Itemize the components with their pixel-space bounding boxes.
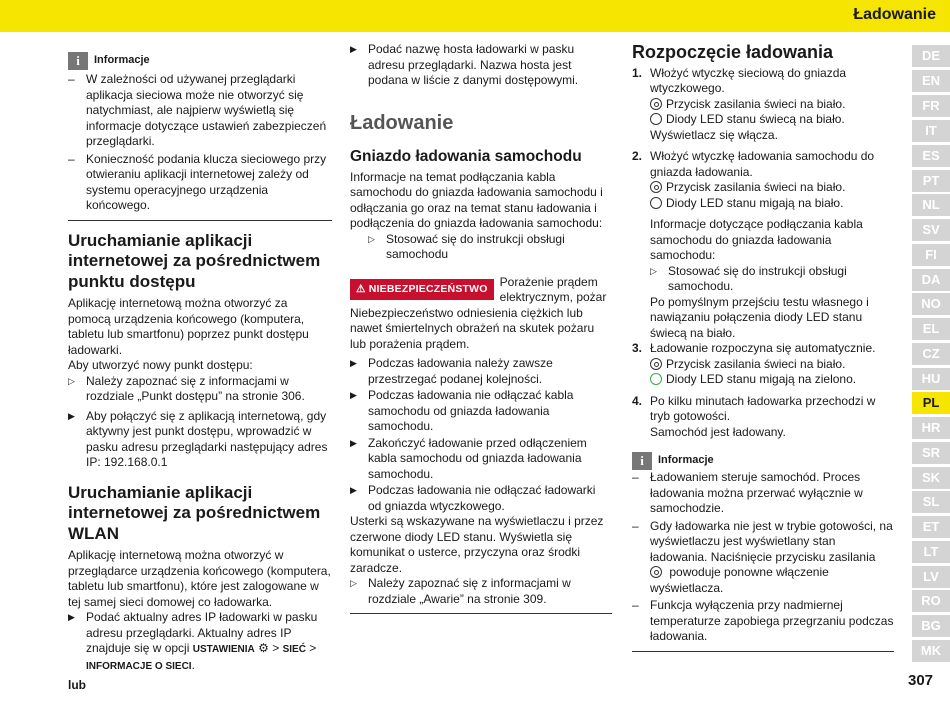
lang-tab[interactable]: DA <box>912 269 950 291</box>
step-item: ▶ Podać aktualny adres IP ładowarki w pasku adresu przeglądarki. Aktualny adres IP znajduje się w opcji USTAWIENIA ⚙ > SIEĆ > INFORMACJE O SIECI. <box>68 610 318 672</box>
step-item <box>350 42 612 89</box>
reference-text: Należy zapoznać się z informacjami w rozdziale „Awarie” na stronie 309. <box>368 576 571 606</box>
result-text: Diody LED stanu migają na zielono. <box>666 372 857 386</box>
danger-label: NIEBEZPIECZEŃSTWO <box>368 282 488 295</box>
step-item <box>68 409 332 471</box>
lang-tab[interactable]: SL <box>912 491 950 513</box>
step-1 <box>632 66 894 144</box>
arrow-icon: ▶ <box>350 44 357 54</box>
power-icon <box>650 98 662 110</box>
info-note <box>68 52 332 70</box>
paragraph: Usterki są wskazywane na wyświetlaczu i przez czerwone diody LED stanu. Wyświetla się komunikat o usterce, przyczyna oraz środki zaradcze. <box>350 514 604 575</box>
note-item: – W zależności od używanej przeglądarki aplikacja sieciowa może nie otworzyć się natychmiast, ale najpierw wyświetlą się informacje dotyczące ustawień zabezpieczeń przeglądarki. <box>68 72 332 150</box>
reference-item <box>650 264 894 295</box>
lang-tab[interactable]: NL <box>912 194 950 216</box>
step-number: 3. <box>632 341 643 355</box>
lang-tab[interactable]: ES <box>912 145 950 167</box>
power-icon <box>650 566 662 578</box>
info-icon: i <box>632 452 652 470</box>
result-text: Diody LED stanu świecą na biało. <box>666 112 845 126</box>
step-text: Włożyć wtyczkę ładowania samochodu do gniazda ładowania. <box>650 149 875 179</box>
warning-bullet <box>350 388 612 435</box>
warning-bullet <box>350 436 612 483</box>
step-2 <box>632 149 894 341</box>
step-number: 2. <box>632 149 643 163</box>
lang-tab[interactable]: FI <box>912 244 950 266</box>
lang-tab[interactable]: DE <box>912 45 950 67</box>
divider <box>632 651 894 652</box>
lang-tab[interactable]: LT <box>912 541 950 563</box>
result-text: Przycisk zasilania świeci na biało. <box>666 96 846 111</box>
reference-text: Stosować się do instrukcji obsługi samochodu. <box>668 263 847 293</box>
note-item <box>632 519 894 597</box>
divider <box>68 220 332 221</box>
result-line <box>650 180 894 196</box>
result-text: Diody LED stanu migają na biało. <box>666 195 844 210</box>
triangle-icon: ▷ <box>650 265 657 276</box>
reference-text: Stosować się do instrukcji obsługi samochodu <box>386 231 565 261</box>
column-3 <box>632 42 894 652</box>
result-line <box>650 357 894 373</box>
step-text: Włożyć wtyczkę sieciową do gniazda wtyczkowego. <box>650 65 847 95</box>
lang-tab-active[interactable]: PL <box>912 392 950 414</box>
bullet-text: Zakończyć ładowanie przed odłączeniem kabla samochodu od gniazda ładowania samochodu. <box>368 435 587 481</box>
warning-bullet <box>350 483 612 514</box>
lang-tab[interactable]: EL <box>912 318 950 340</box>
led-green-icon <box>650 373 662 385</box>
note-item: – Funkcja wyłączenia przy nadmiernej temperaturze zapobiega przegrzaniu podczas ładowania. <box>632 598 894 645</box>
lang-tab[interactable]: SK <box>912 467 950 489</box>
lang-tab[interactable]: CZ <box>912 343 950 365</box>
result-text: Samochód jest ładowany. <box>650 424 786 439</box>
header-bar <box>0 0 950 32</box>
step-3 <box>632 341 894 388</box>
step-text: Podać aktualny adres IP ładowarki w pasku adresu przeglądarki. Aktualny adres IP znajduje się w opcji <box>86 610 318 655</box>
step-text: Ładowanie rozpoczyna się automatycznie. <box>650 341 876 355</box>
arrow-icon: ▶ <box>350 485 357 495</box>
lang-tab[interactable]: PT <box>912 170 950 192</box>
step-text: Podać nazwę hosta ładowarki w pasku adresu przeglądarki. Nazwa hosta jest podana w liście z danymi dostępowymi. <box>368 42 579 87</box>
info-text: Informacje dotyczące podłączania kabla samochodu do gniazda ładowania samochodu: <box>650 217 863 262</box>
reference-item <box>350 232 612 263</box>
paragraph: Aby utworzyć nowy punkt dostępu: <box>68 358 253 372</box>
note-title: Informacje <box>94 54 150 67</box>
power-icon <box>650 181 662 193</box>
step-number: 1. <box>632 65 643 80</box>
gear-icon: ⚙ <box>258 641 269 655</box>
divider <box>350 613 612 614</box>
page-title: Ładowanie <box>853 6 936 23</box>
arrow-icon: ▶ <box>68 410 75 421</box>
info-icon: i <box>68 52 88 70</box>
result-line <box>650 97 894 113</box>
reference-text: Należy zapoznać się z informacjami w rozdziale „Punkt dostępu” na stronie 306. <box>86 373 305 403</box>
warning-bullet <box>350 356 612 387</box>
arrow-icon: ▶ <box>350 358 357 368</box>
lang-tab[interactable]: LV <box>912 566 950 588</box>
lang-tab[interactable]: SR <box>912 442 950 464</box>
page-number: 307 <box>908 672 934 689</box>
column-1 <box>68 42 332 694</box>
paragraph: Informacje na temat podłączania kabla samochodu do gniazda ładowania samochodu i odłączania go oraz na temat stanu ładowania i podłączenia do gniazda ładowania samochodu: <box>350 169 603 230</box>
lang-tab[interactable]: MK <box>912 640 950 662</box>
step-number: 4. <box>632 393 643 408</box>
bullet-text: Podczas ładowania należy zawsze przestrzegać podanej kolejności. <box>368 356 553 386</box>
step-4 <box>632 394 894 441</box>
menu-settings: USTAWIENIA <box>192 644 255 655</box>
result-line <box>650 112 894 128</box>
power-icon <box>650 358 662 370</box>
lang-tab[interactable]: IT <box>912 120 950 142</box>
result-text: Wyświetlacz się włącza. <box>650 127 778 142</box>
result-line <box>650 372 894 388</box>
triangle-icon: ▷ <box>368 233 375 244</box>
menu-info: INFORMACJE O SIECI <box>86 660 192 672</box>
heading-wlan: Uruchamianie aplikacji internetowej za pośrednictwem WLAN <box>68 482 321 543</box>
bullet-text: Podczas ładowania nie odłączać kabla samochodu od gniazda ładowania samochodu. <box>368 388 574 433</box>
warning-text: Porażenie prądem elektrycznym, pożar Niebezpieczeństwo odniesienia ciężkich lub nawet śmiertelnych obrażeń na skutek pożaru lub porażenia prądem. <box>350 274 607 351</box>
lang-tab[interactable]: BG <box>912 615 950 637</box>
led-icon <box>650 113 662 125</box>
danger-badge: ⚠ NIEBEZPIECZEŃSTWO <box>350 279 494 301</box>
triangle-icon: ▷ <box>68 375 75 386</box>
heading-socket: Gniazdo ładowania samochodu <box>350 147 582 165</box>
note-title: Informacje <box>658 454 714 467</box>
result-text: Przycisk zasilania świeci na biało. <box>666 180 846 194</box>
heading-charging: Ładowanie <box>350 111 454 134</box>
column-2 <box>350 42 612 614</box>
heading-start: Rozpoczęcie ładowania <box>632 42 834 62</box>
note-text: powoduje ponowne włączenie wyświetlacza. <box>650 565 829 595</box>
note-text: Gdy ładowarka nie jest w trybie gotowości, na wyświetlaczu jest wyświetlany stan ładowania. Naciśnięcie przycisku zasilania <box>650 518 893 564</box>
arrow-icon: ▶ <box>68 612 75 622</box>
note-item: – Ładowaniem steruje samochód. Proces ładowania można przerwać wyłącznie w samochodzie. <box>632 470 894 517</box>
led-blink-icon <box>650 197 662 209</box>
info-note <box>632 452 894 470</box>
lang-tab[interactable]: HR <box>912 417 950 439</box>
lang-tab[interactable]: RO <box>912 590 950 612</box>
lang-tab[interactable]: FR <box>912 95 950 117</box>
bullet-text: Podczas ładowania nie odłączać ładowarki od gniazda wtyczkowego. <box>368 483 596 513</box>
lang-tab[interactable]: EN <box>912 70 950 92</box>
lang-tab[interactable]: HU <box>912 368 950 390</box>
result-text: Po pomyślnym przejściu testu własnego i nawiązaniu połączenia diody LED stanu świecą na biało. <box>650 294 869 340</box>
lub-text: lub <box>68 678 86 692</box>
heading-access-point: Uruchamianie aplikacji internetowej za pośrednictwem punktu dostępu <box>68 230 321 291</box>
step-text: Po kilku minutach ładowarka przechodzi w tryb gotowości. <box>650 393 876 423</box>
result-line <box>650 196 894 212</box>
lang-tab[interactable]: NO <box>912 293 950 315</box>
triangle-icon: ▷ <box>350 578 357 588</box>
lang-tab[interactable]: SV <box>912 219 950 241</box>
note-item: – Konieczność podania klucza sieciowego przy otwieraniu aplikacji internetowej zależy od systemu operacyjnego urządzenia końcowego. <box>68 152 332 214</box>
arrow-icon: ▶ <box>350 437 357 448</box>
result-text: Przycisk zasilania świeci na biało. <box>666 356 846 371</box>
lang-tab[interactable]: ET <box>912 516 950 538</box>
menu-network: SIEĆ <box>282 644 306 655</box>
paragraph: Aplikację internetową można otworzyć za pomocą urządzenia końcowego (komputera, tabletu lub smartfonu) poprzez punkt dostępu ładowarki. <box>68 296 309 357</box>
step-text: Aby połączyć się z aplikacją internetową, gdy aktywny jest punkt dostępu, wprowadzić w pasku adresu przeglądarki następujący adres IP: 192.168.0.1 <box>86 408 328 469</box>
paragraph: Aplikację internetową można otworzyć w przeglądarce urządzenia końcowego (komputera, tabletu lub smartfonu), które jest zalogowane w tej samej sieci domowej co ładowarka. <box>68 548 331 609</box>
reference-item <box>68 374 332 405</box>
arrow-icon: ▶ <box>350 390 357 400</box>
reference-item <box>350 576 612 607</box>
warning-block <box>350 275 612 353</box>
